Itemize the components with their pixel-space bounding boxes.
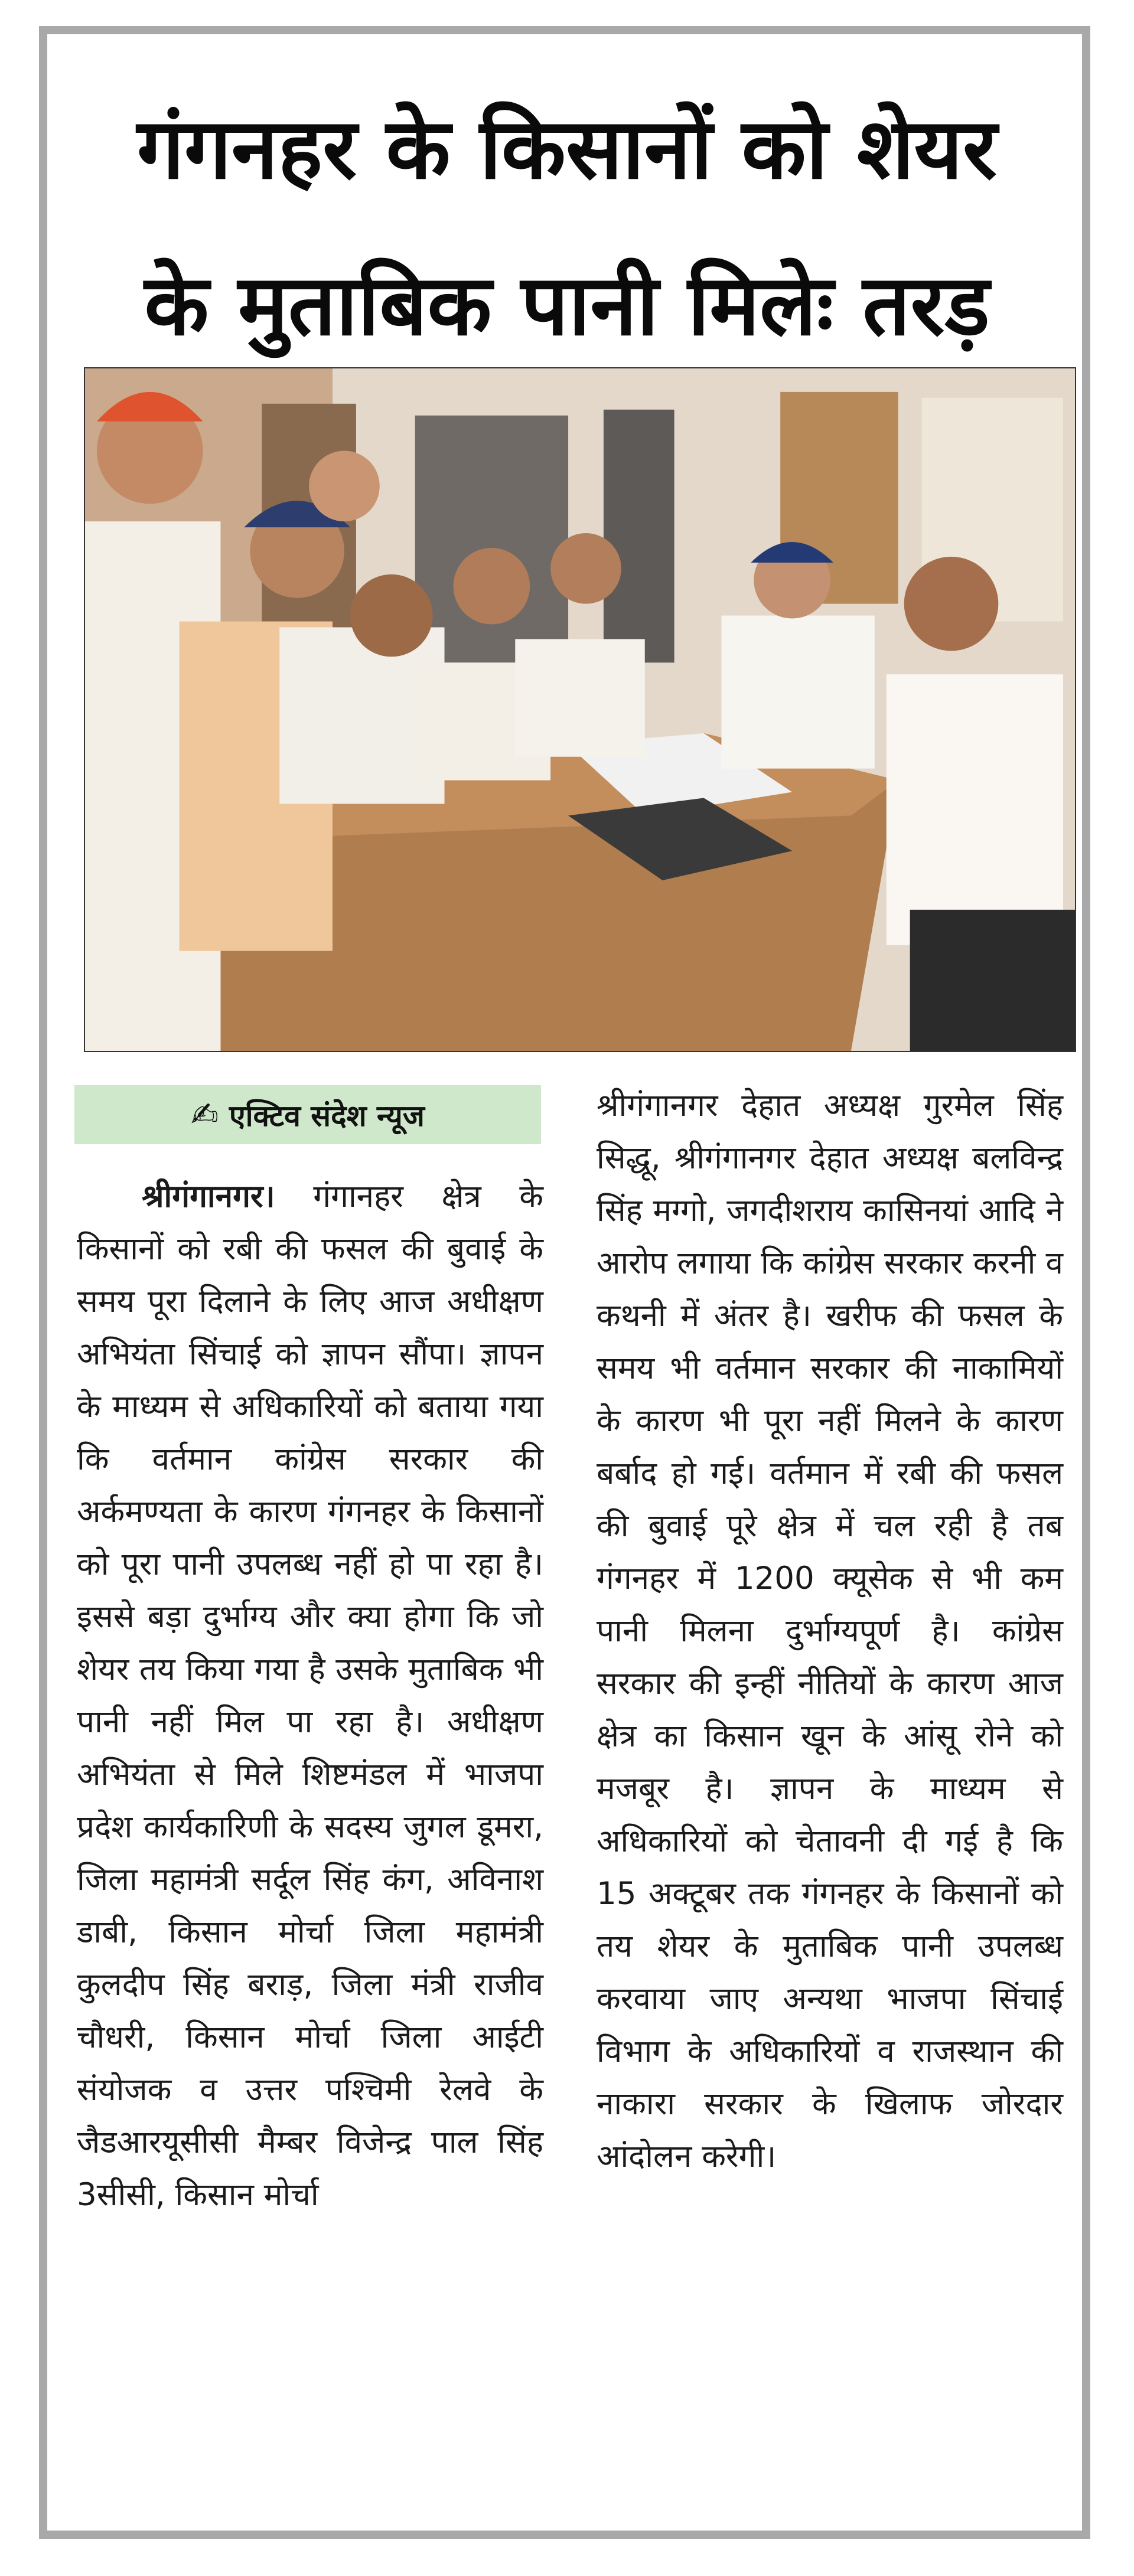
dateline: श्रीगंगानगर। bbox=[142, 1178, 275, 1214]
article-column-left bbox=[77, 1170, 543, 2221]
news-photo bbox=[84, 367, 1076, 1052]
photo-illustration bbox=[85, 368, 1075, 1051]
headline-line-2: के मुताबिक पानी मिलेः तरड़ bbox=[144, 257, 990, 354]
headline bbox=[53, 71, 1081, 384]
left-column-text: गंगानहर क्षेत्र के किसानों को रबी की फसल की बुवाई के समय पूरा दिलाने के लिए आज अधीक्षण अभियंता सिंचाई को ज्ञापन सौंपा। ज्ञापन के माध्यम से अधिकारियों को बताया गया कि वर्तमान कांग्रेस सरकार की अर्कमण्यता के कारण गंगनहर के किसानों को पूरा पानी उपलब्ध नहीं हो पा रहा है। इससे बड़ा दुर्भाग्य और क्या होगा कि जो शेयर तय किया गया है उसके मुताबिक भी पानी नहीं मिल पा रहा है। अधीक्षण अभियंता से मिले शिष्टमंडल में भाजपा प्रदेश कार्यकारिणी के सदस्य जुगल डूमरा, जिला महामंत्री सर्दूल सिंह कंग, अविनाश डाबी, किसान मोर्चा जिला महामंत्री कुलदीप सिंह बराड़, जिला मंत्री राजीव चौधरी, किसान मोर्चा जिला आईटी संयोजक व उत्तर पश्चिमी रेलवे के जैडआरयूसीसी मैम्बर विजेन्द्र पाल सिंह 3सीसी, किसान मोर्चा bbox=[77, 1178, 543, 2213]
byline-box bbox=[74, 1085, 541, 1144]
right-column-text: श्रीगंगानगर देहात अध्यक्ष गुरमेल सिंह सिद्धू, श्रीगंगानगर देहात अध्यक्ष बलविन्द्र सिंह मग्गो, जगदीशराय कासिनयां आदि ने आरोप लगाया कि कांग्रेस सरकार करनी व कथनी में अंतर है। खरीफ की फसल के समय भी वर्तमान सरकार की नाकामियों के कारण भी पूरा नहीं मिलने के कारण बर्बाद हो गई। वर्तमान में रबी की फसल की बुवाई पूरे क्षेत्र में चल रही है तब गंगनहर में 1200 क्यूसेक से भी कम पानी मिलना दुर्भाग्यपूर्ण है। कांग्रेस सरकार की इन्हीं नीतियों के कारण आज क्षेत्र का किसान खून के आंसू रोने को मजबूर है। ज्ञापन के माध्यम से अधिकारियों को चेतावनी दी गई है कि 15 अक्टूबर तक गंगनहर के किसानों को तय शेयर के मुताबिक पानी उपलब्ध करवाया जाए अन्यथा भाजपा सिंचाई विभाग के अधिकारियों व राजस्थान की नाकारा सरकार के खिलाफ जोरदार आंदोलन करेगी। bbox=[597, 1088, 1063, 2175]
pen-icon: ✍ bbox=[191, 1095, 219, 1134]
article-column-right bbox=[597, 1079, 1063, 2183]
headline-line-1: गंगनहर के किसानों को शेयर bbox=[136, 100, 997, 198]
byline-text: एक्टिव संदेश न्यूज bbox=[229, 1099, 425, 1133]
